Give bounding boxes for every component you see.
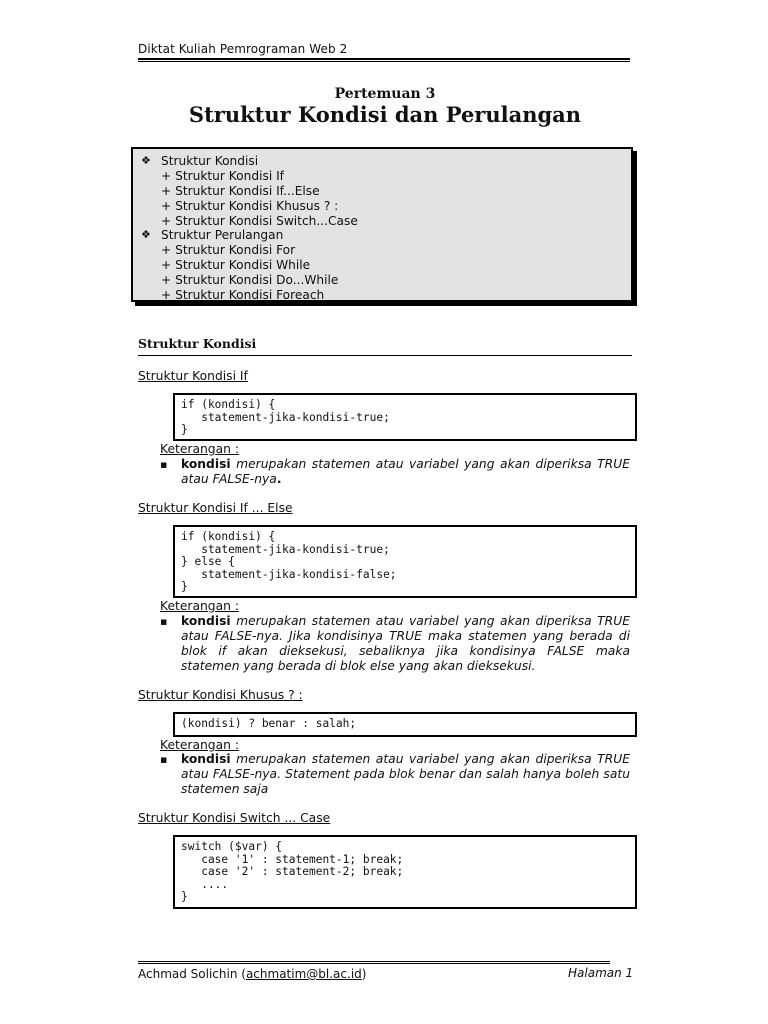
keterangan-text bbox=[181, 752, 630, 797]
toc-item-label: + Struktur Kondisi Switch...Case bbox=[161, 213, 358, 228]
code-block-if: if (kondisi) { statement-jika-kondisi-true; } bbox=[173, 393, 637, 441]
toc-item-label: + Struktur Kondisi Do...While bbox=[161, 273, 339, 288]
square-bullet-icon: ▪ bbox=[160, 753, 168, 766]
code-block-khusus: (kondisi) ? benar : salah; bbox=[173, 712, 637, 737]
page-title: Struktur Kondisi dan Perulangan bbox=[188, 102, 582, 127]
square-bullet-icon: ▪ bbox=[160, 615, 168, 628]
code-block-ifelse: if (kondisi) { statement-jika-kondisi-true; } else { statement-jika-kondisi-false; } bbox=[173, 525, 637, 598]
subsection-title-if: Struktur Kondisi If bbox=[138, 369, 248, 383]
keyword: kondisi bbox=[181, 614, 231, 628]
toc-subsection-item bbox=[133, 273, 631, 288]
description: merupakan statemen atau variabel yang akan diperiksa TRUE atau FALSE-nya. Statement pada blok benar dan salah hanya boleh satu statemen saja bbox=[181, 752, 630, 796]
toc-item-label: + Struktur Kondisi For bbox=[161, 243, 296, 258]
description: merupakan statemen atau variabel yang akan diperiksa TRUE atau FALSE-nya. Jika kondisinya TRUE maka statemen yang berada di blok if akan dieksekusi, sebaliknya jika kondisinya FALSE maka statemen yang berada di blok else yang akan dieksekusi. bbox=[181, 614, 630, 673]
footer-author bbox=[138, 967, 366, 981]
author-close: ) bbox=[361, 967, 367, 981]
keterangan-label: Keterangan : bbox=[160, 738, 239, 752]
toc-subsection-item bbox=[133, 243, 631, 258]
keterangan-text bbox=[181, 457, 630, 487]
toc-subsection-item bbox=[133, 288, 631, 303]
page-header: Diktat Kuliah Pemrograman Web 2 bbox=[138, 42, 630, 60]
toc-subsection-item bbox=[133, 199, 631, 214]
toc-item-label: + Struktur Kondisi If...Else bbox=[161, 183, 320, 198]
period: . bbox=[276, 472, 282, 486]
diamond-bullet-icon: ❖ bbox=[141, 228, 151, 242]
description: merupakan statemen atau variabel yang akan diperiksa TRUE atau FALSE-nya bbox=[181, 457, 630, 486]
square-bullet-icon: ▪ bbox=[160, 458, 168, 471]
table-of-contents bbox=[131, 147, 633, 302]
keyword: kondisi bbox=[181, 457, 231, 471]
toc-subsection-item bbox=[133, 169, 631, 184]
toc-subsection-item bbox=[133, 214, 631, 229]
keterangan-label: Keterangan : bbox=[160, 442, 239, 456]
toc-item-label: + Struktur Kondisi Foreach bbox=[161, 288, 325, 303]
toc-subsection-item bbox=[133, 184, 631, 199]
author-name: Achmad Solichin ( bbox=[138, 967, 246, 981]
page-number: Halaman 1 bbox=[568, 966, 634, 980]
toc-item-label: Struktur Kondisi bbox=[161, 154, 259, 168]
meeting-label: Pertemuan 3 bbox=[334, 86, 436, 102]
author-email-link[interactable]: achmatim@bl.ac.id bbox=[245, 967, 362, 981]
subsection-title-khusus: Struktur Kondisi Khusus ? : bbox=[138, 688, 303, 702]
toc-section-item bbox=[133, 154, 631, 169]
toc-item-label: + Struktur Kondisi If bbox=[161, 168, 284, 183]
code-block-switch: switch ($var) { case '1' : statement-1; break; case '2' : statement-2; break; .... } bbox=[173, 835, 637, 909]
footer-divider bbox=[138, 961, 610, 962]
toc-item-label: Struktur Perulangan bbox=[161, 228, 284, 243]
toc-subsection-item bbox=[133, 258, 631, 273]
toc-section-item bbox=[133, 228, 631, 243]
subsection-title-switch: Struktur Kondisi Switch ... Case bbox=[138, 811, 331, 825]
diamond-bullet-icon: ❖ bbox=[141, 154, 151, 167]
keyword: kondisi bbox=[181, 752, 231, 766]
title-block bbox=[0, 86, 768, 127]
keterangan-label: Keterangan : bbox=[160, 599, 239, 613]
section-title: Struktur Kondisi bbox=[138, 336, 632, 356]
keterangan-text bbox=[181, 614, 630, 674]
toc-item-label: + Struktur Kondisi While bbox=[161, 258, 311, 273]
subsection-title-ifelse: Struktur Kondisi If ... Else bbox=[138, 501, 293, 515]
toc-item-label: + Struktur Kondisi Khusus ? : bbox=[161, 198, 339, 213]
